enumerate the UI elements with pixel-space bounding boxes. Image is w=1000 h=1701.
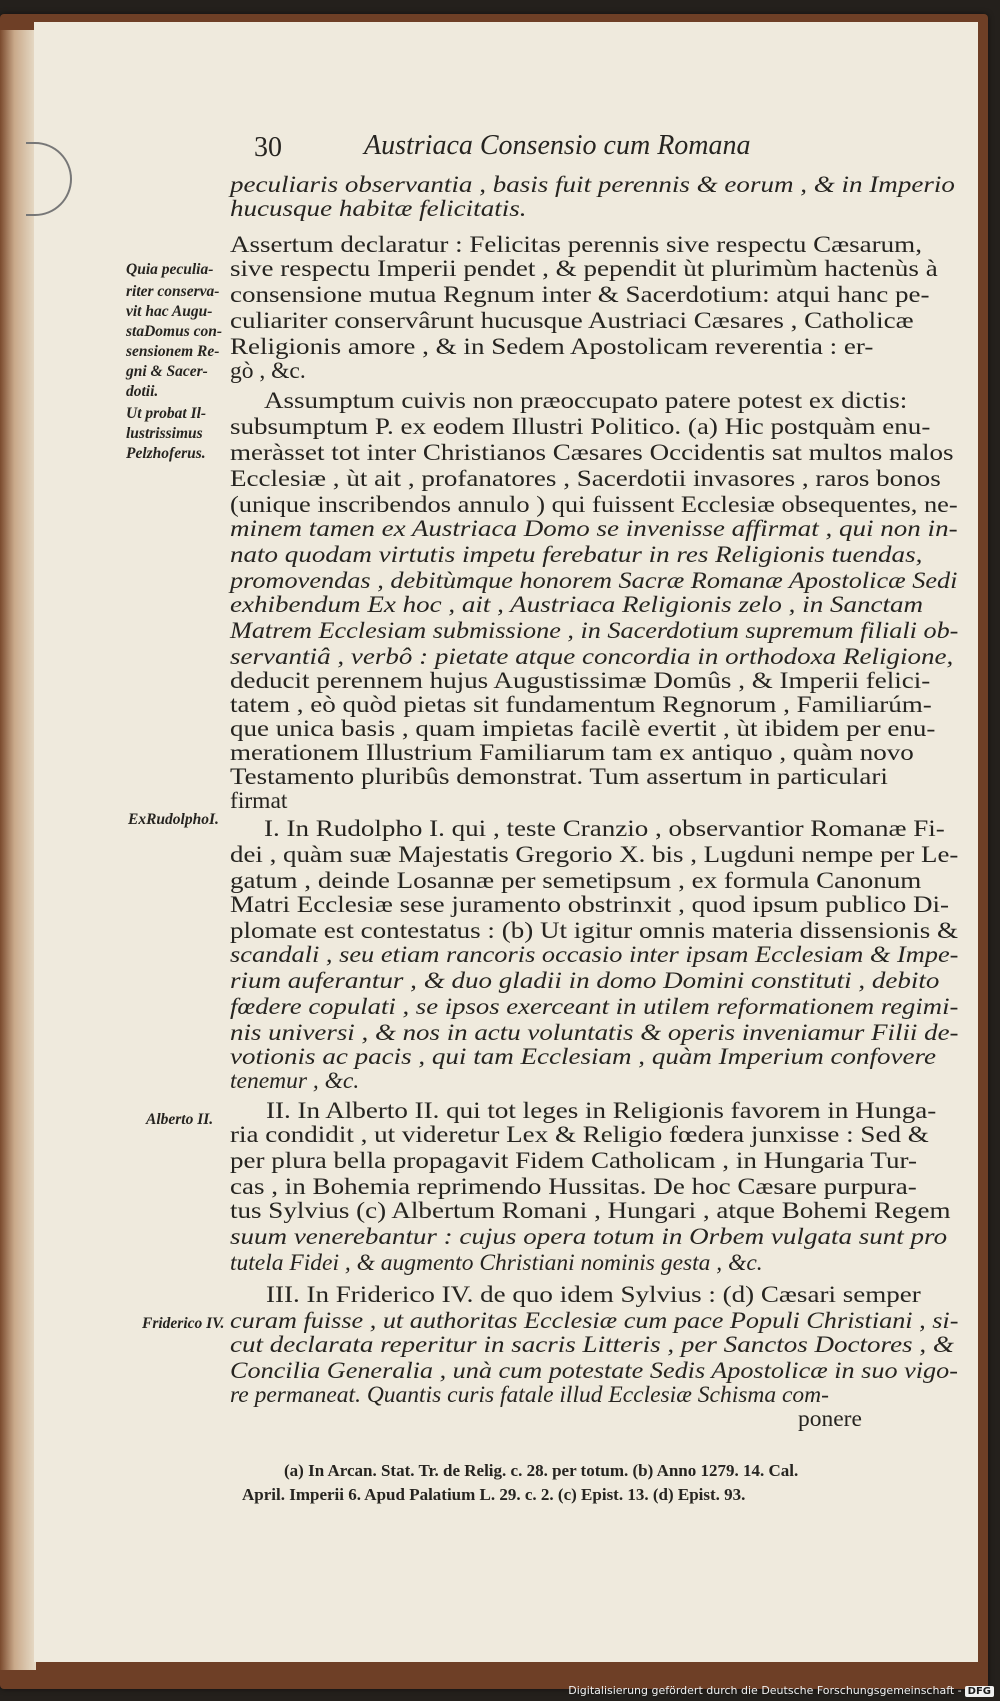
body-line: meràsset tot inter Christianos Cæsares Occidentis sat multos malos (230, 440, 954, 466)
body-line: (unique inscribendos annulo ) qui fuissent Ecclesiæ obsequentes, ne- (230, 492, 958, 518)
margin-note: Alberto II. (146, 1111, 214, 1128)
body-line: Religionis amore , & in Sedem Apostolicam reverentia : er- (230, 334, 874, 360)
body-line: Assumptum cuivis non præoccupato patere potest ex dictis: (264, 388, 908, 414)
body-line: votionis ac pacis , qui tam Ecclesiam , quàm Imperium confovere (230, 1044, 937, 1070)
margin-note: ExRudolphoI. (128, 811, 219, 828)
body-line: nis universi , & nos in actu voluntatis & operis inveniamur Filii de- (230, 1020, 959, 1046)
page-number: 30 (254, 132, 282, 163)
body-line: Matri Ecclesiæ sese juramento obstrinxit , quod ipsum publico Di- (230, 892, 950, 918)
body-line: gatum , deinde Losannæ per semetipsum , ex formula Canonum (230, 868, 922, 894)
body-line: cut declarata reperitur in sacris Litteris , per Sanctos Doctores , & (230, 1332, 954, 1358)
credit-text: Digitalisierung gefördert durch die Deutsche Forschungsgemeinschaft - (568, 1684, 962, 1697)
margin-note: lustrissimus (126, 425, 203, 442)
body-line: consensione mutua Regnum inter & Sacerdotium: atqui hanc pe- (230, 282, 930, 308)
body-line: Ecclesiæ , ùt ait , profanatores , Sacerdotii invasores , raros bonos (230, 466, 941, 492)
body-line: re permaneat. Quantis curis fatale illud Ecclesiæ Schisma com- (230, 1382, 829, 1408)
margin-note: dotii. (126, 383, 159, 400)
body-line: cas , in Bohemia reprimendo Hussitas. De hoc Cæsare purpura- (230, 1174, 917, 1200)
margin-note: gni & Sacer- (126, 363, 208, 380)
body-line: firmat (230, 788, 288, 814)
page-edges (0, 30, 36, 1670)
body-line: servantiâ , verbô : pietate atque concordia in orthodoxa Religione, (230, 644, 954, 670)
body-line: peculiaris observantia , basis fuit perennis & eorum , & in Imperio (230, 172, 955, 198)
body-line: merationem Illustrium Familiarum tam ex antiquo , quàm novo (230, 740, 914, 766)
margin-note: Quia peculia- (126, 261, 214, 278)
bookmark-thread (26, 142, 72, 216)
body-line: Testamento pluribûs demonstrat. Tum assertum in particulari (230, 764, 888, 790)
body-line: ria condidit , ut videretur Lex & Religio fœdera junxisse : Sed & (230, 1122, 929, 1148)
body-line: rium auferantur , & duo gladii in domo Domini constituti , debito (230, 968, 940, 994)
body-line: exhibendum Ex hoc , ait , Austriaca Religionis zelo , in Sanctam (230, 592, 924, 618)
body-line: I. In Rudolpho I. qui , teste Cranzio , observantior Romanæ Fi- (264, 816, 945, 842)
body-line: nato quodam virtutis impetu ferebatur in res Religionis tuendas, (230, 542, 923, 568)
body-line: gò , &c. (230, 358, 306, 384)
running-title: Austriaca Consensio cum Romana (364, 130, 751, 161)
footnote-line-2: April. Imperii 6. Apud Palatium L. 29. c. 2. (c) Epist. 13. (d) Epist. 93. (242, 1485, 746, 1504)
body-line: Matrem Ecclesiam submissione , in Sacerdotium supremum filiali ob- (230, 618, 959, 644)
body-line: subsumptum P. ex eodem Illustri Politico. (a) Hic postquàm enu- (230, 414, 931, 440)
margin-note: vit hac Augu- (126, 303, 213, 320)
body-line: dei , quàm suæ Majestatis Gregorio X. bis , Lugduni nempe per Le- (230, 842, 959, 868)
body-line: tatem , eò quòd pietas sit fundamentum Regnorum , Familiarúm- (230, 692, 932, 718)
body-line: ponere (798, 1406, 862, 1432)
body-line: III. In Friderico IV. de quo idem Sylvius : (d) Cæsari semper (266, 1282, 921, 1308)
body-line: minem tamen ex Austriaca Domo se invenisse affirmat , qui non in- (230, 516, 958, 542)
body-line: tus Sylvius (c) Albertum Romani , Hungari , atque Bohemi Regem (230, 1198, 951, 1224)
dfg-logo: DFG (965, 1686, 994, 1697)
body-line: curam fuisse , ut authoritas Ecclesiæ cum pace Populi Christiani , si- (230, 1308, 959, 1334)
body-line: que unica basis , quam impietas facilè evertit , ùt ibidem per enu- (230, 716, 936, 742)
body-line: tenemur , &c. (230, 1068, 360, 1094)
body-line: Assertum declaratur : Felicitas perennis sive respectu Cæsarum, (230, 232, 922, 258)
margin-note: Friderico IV. (142, 1315, 225, 1332)
body-line: fœdere copulati , se ipsos exerceant in utilem reformationem regimi- (230, 994, 959, 1020)
body-line: Concilia Generalia , unà cum potestate Sedis Apostolicæ in suo vigo- (230, 1358, 958, 1384)
body-line: hucusque habitæ felicitatis. (230, 196, 527, 222)
body-line: scandali , seu etiam rancoris occasio inter ipsam Ecclesiam & Impe- (230, 942, 959, 968)
digitization-credit (568, 1684, 994, 1697)
body-line: suum venerebantur : cujus opera totum in Orbem vulgata sunt pro (230, 1224, 948, 1250)
body-line: promovendas , debitùmque honorem Sacræ Romanæ Apostolicæ Sedi (230, 568, 958, 594)
margin-note: staDomus con- (126, 323, 223, 340)
body-line: plomate est contestatus : (b) Ut igitur omnis materia dissensionis & (230, 918, 959, 944)
body-line: culiariter conservârunt hucusque Austriaci Cæsares , Catholicæ (230, 308, 914, 334)
body-line: II. In Alberto II. qui tot leges in Religionis favorem in Hunga- (266, 1098, 937, 1124)
body-line: tutela Fidei , & augmento Christiani nominis gesta , &c. (230, 1250, 763, 1276)
margin-note: Pelzhoferus. (126, 445, 206, 462)
body-line: per plura bella propagavit Fidem Catholicam , in Hungaria Tur- (230, 1148, 917, 1174)
margin-note: sensionem Re- (126, 343, 220, 360)
margin-note: Ut probat Il- (126, 405, 207, 422)
body-line: sive respectu Imperii pendet , & pependit ùt plurimùm hactenùs à (230, 256, 938, 282)
margin-note: riter conserva- (126, 283, 220, 300)
footnote-line-1: (a) In Arcan. Stat. Tr. de Relig. c. 28. per totum. (b) Anno 1279. 14. Cal. (284, 1461, 799, 1480)
book-page (34, 22, 978, 1662)
body-line: deducit perennem hujus Augustissimæ Domûs , & Imperii felici- (230, 668, 931, 694)
